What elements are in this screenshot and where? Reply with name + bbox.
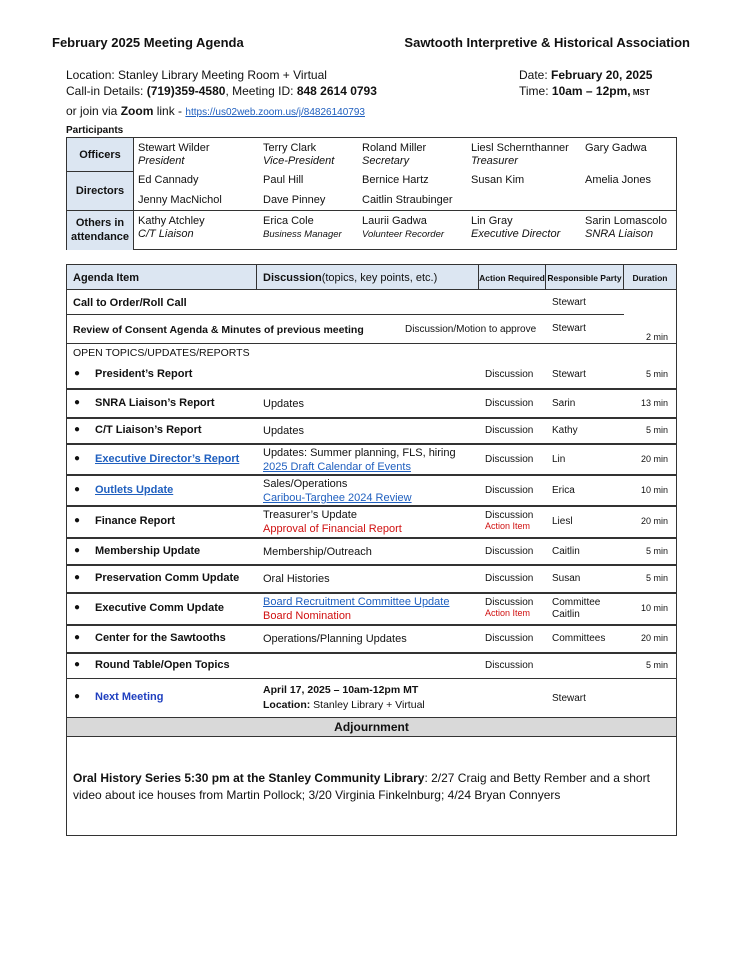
director: Bernice Hartz [362,174,429,186]
duration: 10 min [640,485,668,495]
table-row [67,389,676,418]
adjournment: Adjournment [67,717,676,737]
discussion-topic: Sales/Operations [263,478,348,490]
discussion-topic: Oral Histories [263,573,330,585]
agenda-header-row [67,265,676,290]
agenda-item: Center for the Sawtooths [95,632,226,644]
meeting-time: Time: 10am – 12pm, MST [519,84,650,98]
action-required: Discussion [485,425,534,436]
bullet-icon: ● [74,424,81,435]
bullet-icon: ● [74,453,81,464]
attendee: Kathy Atchley C/T Liaison [138,215,205,240]
bullet-icon: ● [74,515,81,526]
table-row [67,506,676,538]
agenda-title: February 2025 Meeting Agenda [52,35,244,50]
officer: Liesl Schernthanner Treasurer [471,142,569,167]
director: Paul Hill [263,174,304,186]
organization-name: Sawtooth Interpretive & Historical Association [404,35,690,50]
table-row [67,418,676,444]
responsible-party: Stewart [552,369,586,380]
table-row [67,315,676,344]
bullet-icon: ● [74,397,81,408]
next-meeting-date: April 17, 2025 – 10am-12pm MT [263,684,419,696]
agenda-item: Finance Report [95,515,176,527]
action-required: Discussion [485,573,534,584]
action-required: Discussion [485,398,534,409]
officers-label: Officers [67,138,134,172]
officer: Stewart Wilder President [138,142,210,167]
officer: Gary Gadwa [585,142,647,154]
table-row [67,444,676,475]
attendee: Laurii Gadwa Volunteer Recorder [362,215,445,240]
discussion-topic[interactable]: 2025 Draft Calendar of Events [263,461,411,473]
meeting-date: Date: February 20, 2025 [519,68,653,82]
action-required: Discussion Action Item [485,510,534,531]
responsible-party: Kathy [552,425,578,436]
col-duration: Duration [632,272,668,283]
agenda-table [66,264,677,836]
responsible-party: Committees [552,633,606,644]
table-row [67,565,676,593]
responsible-party: Susan [552,573,581,584]
duration: 2 min [645,332,668,342]
col-party: Responsible Party [546,265,624,290]
bullet-icon: ● [74,572,81,583]
duration: 5 min [645,369,668,379]
director: Susan Kim [471,174,525,186]
discussion-topic: Updates [263,398,304,410]
table-row [67,538,676,565]
table-row [67,593,676,625]
duration: 20 min [640,633,668,643]
discussion-topic: Approval of Financial Report [263,523,402,535]
attendee: Sarin Lomascolo SNRA Liaison [585,215,667,240]
directors-label: Directors [67,172,134,210]
agenda-item: Executive Comm Update [95,602,224,614]
bullet-icon: ● [74,368,81,379]
duration: 20 min [640,454,668,464]
discussion-topic: Updates [263,425,304,437]
action-required: Discussion [485,454,534,465]
responsible-party: Committee Caitlin [552,597,601,620]
discussion-topic: Operations/Planning Updates [263,633,407,645]
phone-number: (719)359-4580 [146,84,226,98]
col-agenda-item: Agenda Item [67,265,257,290]
bullet-icon: ● [74,659,81,670]
col-action: Action Required [479,265,546,290]
table-row [67,290,676,315]
duration: 10 min [640,603,668,613]
agenda-item: Membership Update [95,545,201,557]
responsible-party: Stewart [552,297,586,308]
action-item-flag: Action Item [485,521,531,531]
responsible-party: Sarin [552,398,576,409]
responsible-party: Erica [552,485,575,496]
duration: 13 min [640,398,668,408]
agenda-item[interactable]: Executive Director’s Report [95,453,240,465]
callin-line: Call-in Details: (719)359-4580, Meeting ID: 848 2614 0793 [66,84,377,98]
discussion-topic: Treasurer’s Update [263,509,357,521]
duration: 5 min [645,573,668,583]
responsible-party: Stewart [552,693,586,704]
participants-title: Participants [66,125,124,136]
director: Amelia Jones [585,174,652,186]
action-required: Discussion [485,369,534,380]
action-required: Discussion [485,546,534,557]
action-item-flag: Action Item [485,608,531,618]
action-required: Discussion [485,660,534,671]
zoom-line: or join via Zoom link - https://us02web.zoom.us/j/84826140793 [66,104,365,118]
duration: 5 min [645,546,668,556]
agenda-item: Preservation Comm Update [95,572,240,584]
table-row [67,653,676,679]
agenda-item: President’s Report [95,368,193,380]
table-row [67,679,676,715]
responsible-party: Lin [552,454,566,465]
table-row [67,625,676,653]
action-required: Discussion/Motion to approve [405,324,537,335]
bullet-icon: ● [74,632,81,643]
agenda-item: SNRA Liaison’s Report [95,397,215,409]
agenda-item: Call to Order/Roll Call [73,297,187,309]
agenda-item[interactable]: Outlets Update [95,484,174,496]
responsible-party: Stewart [552,323,586,334]
officer: Terry Clark Vice-President [263,142,335,167]
section-label: OPEN TOPICS/UPDATES/REPORTS [73,347,250,359]
action-required: Discussion [485,633,534,644]
action-required: Discussion Action Item [485,597,534,618]
discussion-topic: Updates: Summer planning, FLS, hiring [263,447,456,459]
director: Jenny MacNichol [138,194,222,206]
director: Caitlin Straubinger [362,194,453,206]
discussion-topic: Board Nomination [263,610,352,622]
action-required: Discussion [485,485,534,496]
next-meeting-location: Location: Stanley Library + Virtual [263,699,425,711]
duration: 5 min [645,660,668,670]
attendee: Erica Cole Business Manager [263,215,342,240]
bullet-icon: ● [74,691,81,702]
others-label: Others in attendance [67,210,134,250]
discussion-topic[interactable]: Caribou-Targhee 2024 Review [263,492,412,504]
discussion-topic: Membership/Outreach [263,546,372,558]
responsible-party: Liesl [552,516,573,527]
attendee: Lin Gray Executive Director [471,215,561,240]
location-line: Location: Stanley Library Meeting Room + Virtual [66,68,327,82]
meeting-id: 848 2614 0793 [296,84,377,98]
oral-history-note: Oral History Series 5:30 pm at the Stanley Community Library: 2/27 Craig and Betty Rember and a short video about ice houses from Martin Pollock; 3/20 Virginia Finkelnburg; 4/24 Bryan Connyers [73,771,650,802]
duration: 20 min [640,516,668,526]
zoom-link[interactable]: https://us02web.zoom.us/j/84826140793 [185,107,365,118]
table-row [67,475,676,506]
director: Dave Pinney [263,194,326,206]
agenda-item: Review of Consent Agenda & Minutes of previous meeting [73,324,364,336]
participants-table [66,137,677,250]
discussion-topic[interactable]: Board Recruitment Committee Update [263,596,450,608]
bullet-icon: ● [74,484,81,495]
duration: 5 min [645,425,668,435]
table-row [67,360,676,389]
officer: Roland Miller Secretary [362,142,427,167]
bullet-icon: ● [74,602,81,613]
bullet-icon: ● [74,545,81,556]
col-discussion: Discussion (topics, key points, etc.) [257,265,479,290]
agenda-item: Round Table/Open Topics [95,659,230,671]
responsible-party: Caitlin [552,546,580,557]
agenda-item: C/T Liaison’s Report [95,424,202,436]
director: Ed Cannady [138,174,199,186]
agenda-item: Next Meeting [95,691,164,703]
